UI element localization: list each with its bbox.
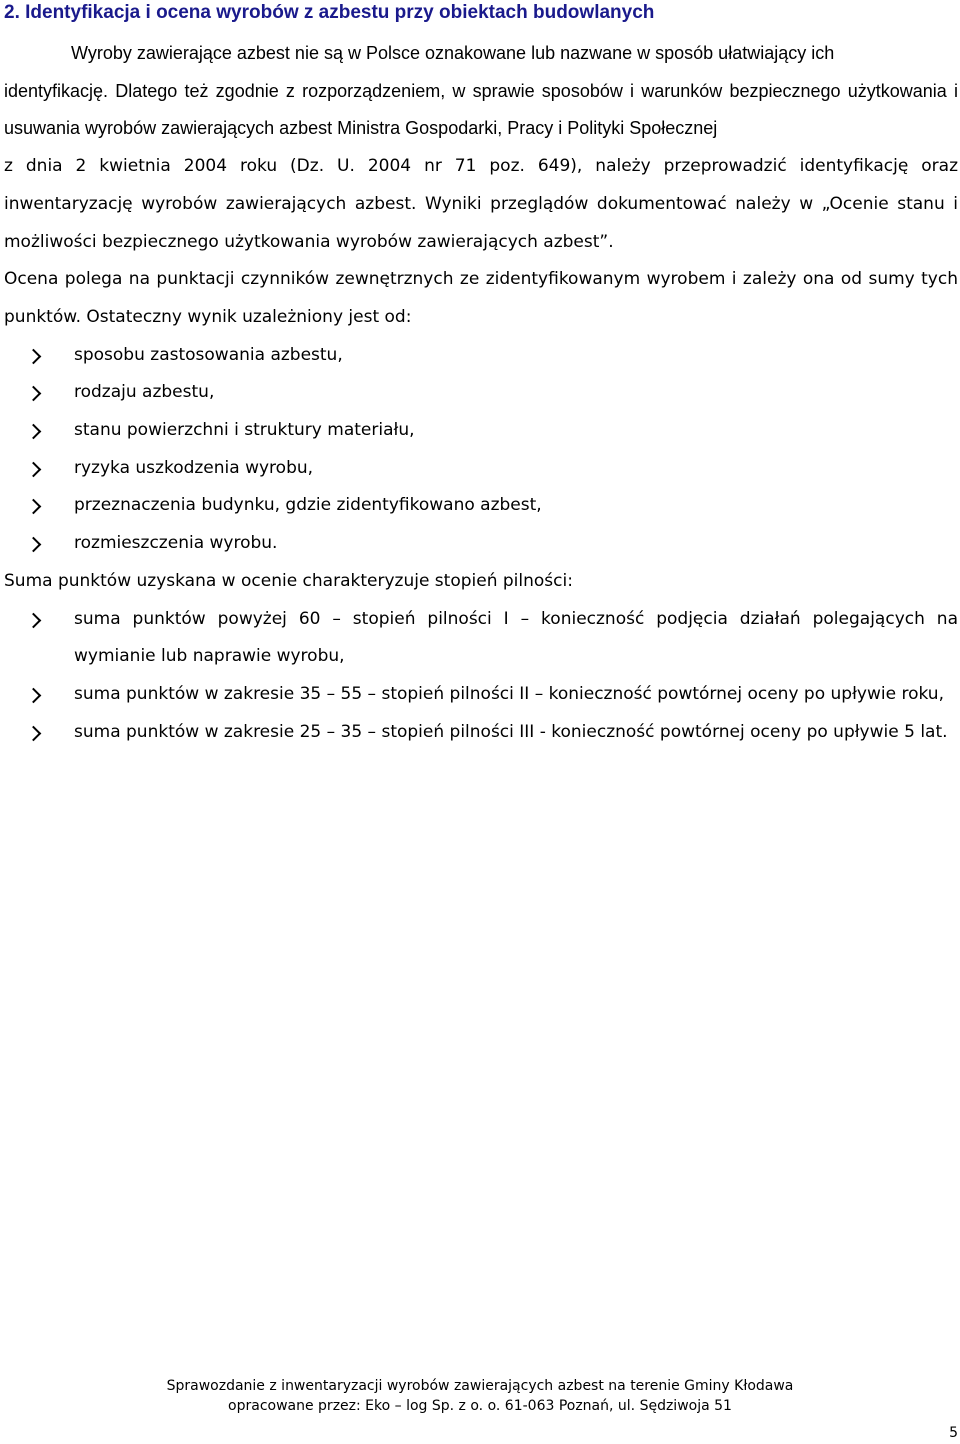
factor-text: stanu powierzchni i struktury materiału, [74, 420, 415, 441]
document-body [4, 35, 958, 751]
list-item [4, 714, 958, 752]
urgency-text: suma punktów powyżej 60 – stopień pilności I – konieczność podjęcia działań polegających na wymianie lub naprawie wyrobu, [74, 608, 958, 667]
arrow-bullet-icon [26, 688, 42, 704]
factor-text: ryzyka uszkodzenia wyrobu, [74, 457, 314, 478]
arrow-bullet-icon [26, 499, 42, 515]
footer-line-2: opracowane przez: Eko – log Sp. z o. o. 61-063 Poznań, ul. Sędziwoja 51 [228, 1398, 732, 1414]
arrow-bullet-icon [26, 537, 42, 553]
urgency-intro-paragraph: Suma punktów uzyskana w ocenie charakteryzuje stopień pilności: [4, 570, 573, 591]
factors-list [4, 337, 958, 563]
factor-text: sposobu zastosowania azbestu, [74, 344, 343, 365]
arrow-bullet-icon [26, 725, 42, 741]
list-item [4, 412, 958, 450]
list-item [4, 374, 958, 412]
list-item [4, 525, 958, 563]
arrow-bullet-icon [26, 424, 42, 440]
intro-line-rest: identyfikację. Dlatego też zgodnie z rozporządzeniem, w sprawie sposobów i warunków bezpiecznego użytkowania i usuwania wyrobów zawierających azbest Ministra Gospodarki, Pracy i Polityki Społecznej [4, 80, 958, 139]
list-item [4, 676, 958, 714]
urgency-text: suma punktów w zakresie 35 – 55 – stopień pilności II – konieczność powtórnej oceny po upływie roku, [74, 683, 944, 704]
legal-basis-paragraph: z dnia 2 kwietnia 2004 roku (Dz. U. 2004 nr 71 poz. 649), należy przeprowadzić identyfikację oraz inwentaryzację wyrobów zawierających azbest. Wyniki przeglądów dokumentować należy w „Ocenie stanu i możliwości bezpiecznego użytkowania wyrobów zawierających azbest”. [4, 156, 958, 252]
factor-text: rozmieszczenia wyrobu. [74, 533, 278, 554]
intro-line-1: Wyroby zawierające azbest nie są w Polsce oznakowane lub nazwane w sposób ułatwiający ich [71, 43, 835, 63]
urgency-list [4, 601, 958, 752]
arrow-bullet-icon [26, 612, 42, 628]
list-item [4, 487, 958, 525]
list-item [4, 450, 958, 488]
factor-text: rodzaju azbestu, [74, 382, 215, 403]
page-number: 5 [949, 1425, 958, 1441]
assessment-paragraph: Ocena polega na punktacji czynników zewnętrznych ze zidentyfikowanym wyrobem i zależy ona od sumy tych punktów. Ostateczny wynik uzależniony jest od: [4, 269, 958, 327]
arrow-bullet-icon [26, 461, 42, 477]
list-item [4, 337, 958, 375]
footer-line-1: Sprawozdanie z inwentaryzacji wyrobów zawierających azbest na terenie Gminy Kłodawa [166, 1378, 794, 1394]
factor-text: przeznaczenia budynku, gdzie zidentyfikowano azbest, [74, 495, 542, 516]
intro-paragraph [4, 35, 958, 148]
arrow-bullet-icon [26, 386, 42, 402]
section-heading: 2. Identyfikacja i ocena wyrobów z azbestu przy obiektach budowlanych [4, 2, 655, 23]
urgency-text: suma punktów w zakresie 25 – 35 – stopień pilności III - konieczność powtórnej oceny po upływie 5 lat. [74, 721, 948, 742]
list-item [4, 601, 958, 676]
arrow-bullet-icon [26, 348, 42, 364]
